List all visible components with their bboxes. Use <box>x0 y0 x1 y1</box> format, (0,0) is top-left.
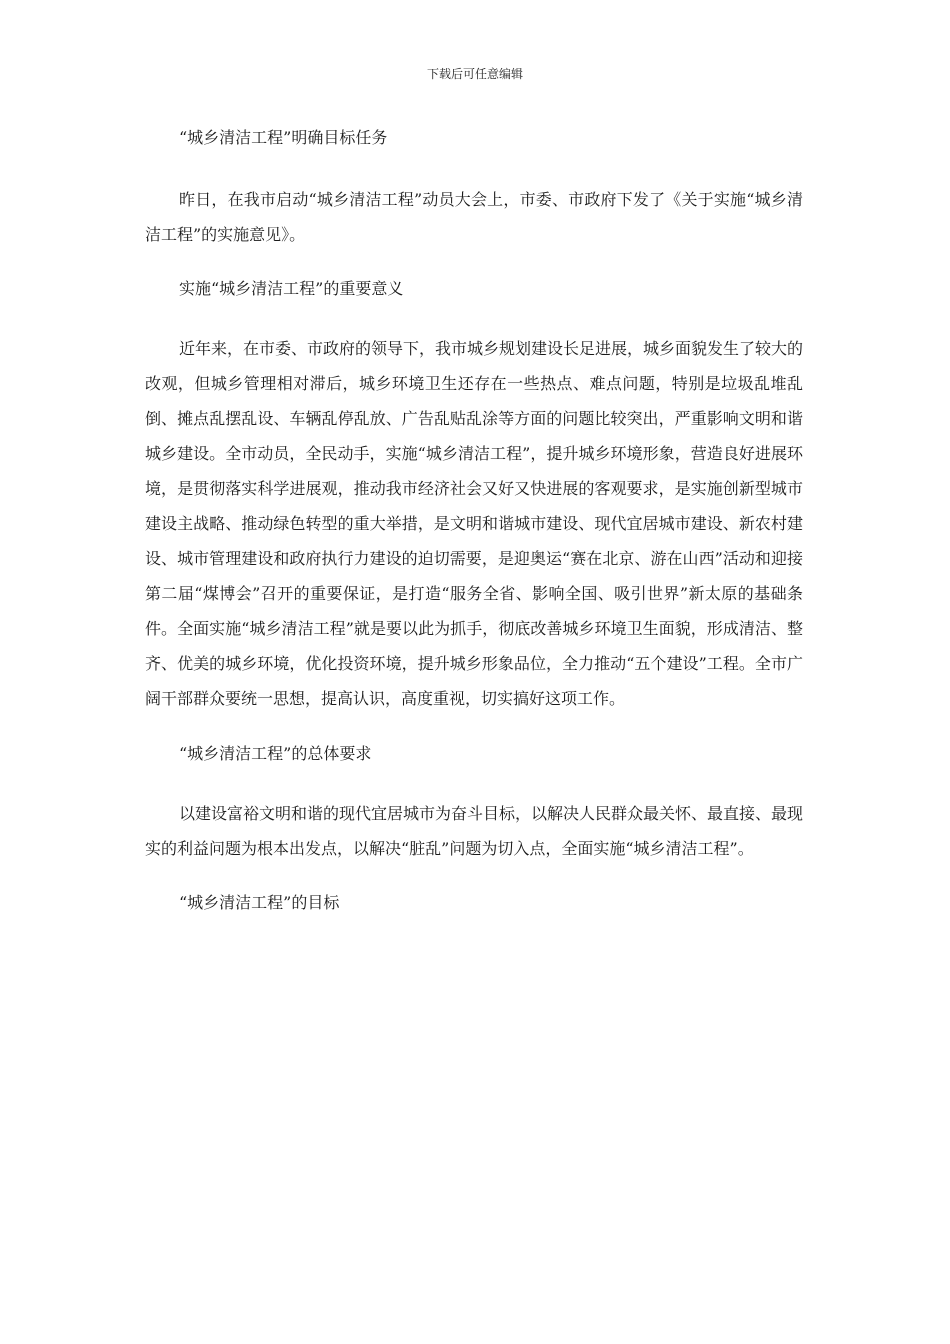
section-paragraph: 以建设富裕文明和谐的现代宜居城市为奋斗目标，以解决人民群众最关怀、最直接、最现实的利益问题为根本出发点，以解决“脏乱”问题为切入点，全面实施“城乡清洁工程”。 <box>145 804 804 858</box>
section-paragraph: 昨日，在我市启动“城乡清洁工程”动员大会上，市委、市政府下发了《关于实施“城乡清洁工程”的实施意见》。 <box>145 190 803 244</box>
page-header: 下载后可任意编辑 <box>426 67 523 81</box>
section-heading: “城乡清洁工程”明确目标任务 <box>179 128 388 147</box>
section-heading: “城乡清洁工程”的目标 <box>179 893 340 912</box>
document-body <box>145 125 803 916</box>
section-heading: “城乡清洁工程”的总体要求 <box>179 744 372 763</box>
section-paragraph: 近年来，在市委、市政府的领导下，我市城乡规划建设长足进展，城乡面貌发生了较大的改观，但城乡管理相对滞后，城乡环境卫生还存在一些热点、难点问题，特别是垃圾乱堆乱倒、摊点乱摆乱设、车辆乱停乱放、广告乱贴乱涂等方面的问题比较突出，严重影响文明和谐城乡建设。全市动员，全民动手，实施“城乡清洁工程”，提升城乡环境形象，营造良好进展环境，是贯彻落实科学进展观，推动我市经济社会又好又快进展的客观要求，是实施创新型城市建设主战略、推动绿色转型的重大举措，是文明和谐城市建设、现代宜居城市建设、新农村建设、城市管理建设和政府执行力建设的迫切需要，是迎奥运“赛在北京、游在山西”活动和迎接第二届“煤博会”召开的重要保证，是打造“服务全省、影响全国、吸引世界”新太原的基础条件。全面实施“城乡清洁工程”就是要以此为抓手，彻底改善城乡环境卫生面貌，形成清洁、整齐、优美的城乡环境，优化投资环境，提升城乡形象品位，全力推动“五个建设”工程。全市广阔干部群众要统一思想，提高认识，高度重视，切实搞好这项工作。 <box>145 339 804 708</box>
section-heading: 实施“城乡清洁工程”的重要意义 <box>179 279 404 298</box>
